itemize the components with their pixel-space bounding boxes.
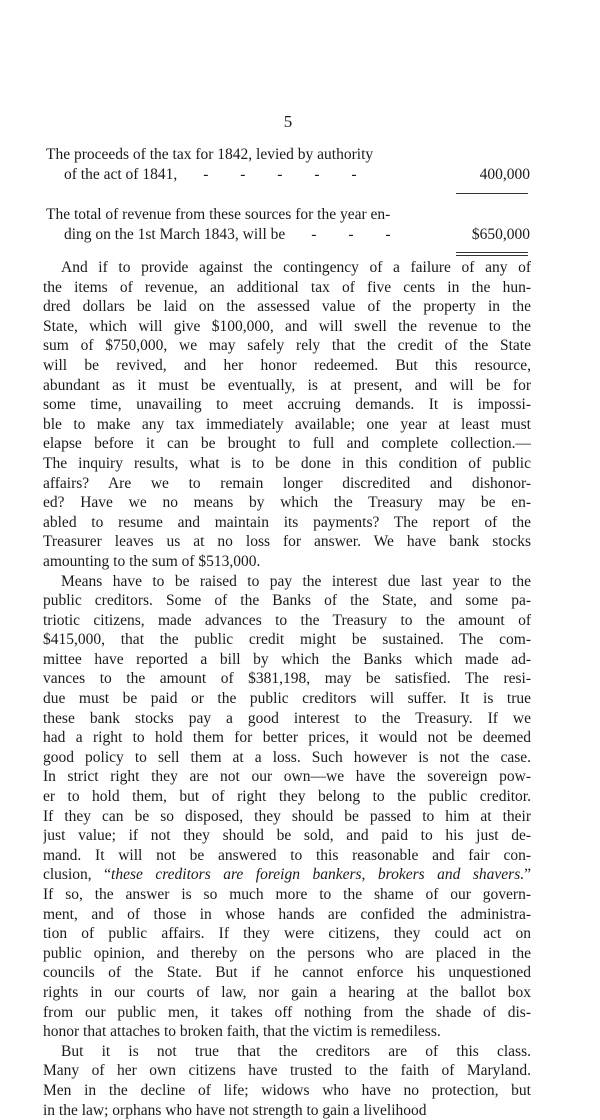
ledger-amount: 400,000 xyxy=(479,166,530,183)
ledger-leader-dashes: - - - - - xyxy=(203,166,357,183)
text-line: sum of $750,000, we may safely rely that the credit of the State xyxy=(43,337,531,355)
text-line: just value; if not they should be sold, and paid to his just de- xyxy=(43,827,531,845)
text-line: public creditors. Some of the Banks of the State, and some pa- xyxy=(43,592,531,610)
text-line: in the law; orphans who have not strength to gain a livelihood xyxy=(43,1101,427,1119)
paragraph xyxy=(43,258,531,572)
ledger-leader-dashes: - - - xyxy=(311,226,391,243)
text-line: ment, and of those in whose hands are confided the administra- xyxy=(43,905,531,923)
text-line: affairs? Are we to remain longer discredited and dishonor- xyxy=(43,474,531,492)
ledger-description: The total of revenue from these sources for the year en- xyxy=(46,206,391,223)
italic-quote: these creditors are foreign bankers, brokers and shavers. xyxy=(111,866,525,884)
sum-rule xyxy=(456,193,528,194)
text-line: mittee have reported a bill by which the Banks which made ad- xyxy=(43,650,531,668)
text-line: due must be paid or the public creditors will suffer. It is true xyxy=(43,690,531,708)
text-line: But it is not true that the creditors are of this class. xyxy=(61,1042,531,1060)
text-line: some time, unavailing to meet accruing demands. It is impossi- xyxy=(43,396,531,414)
text-line: tion of public affairs. If they were citizens, they could act on xyxy=(43,925,531,943)
text-line: abled to resume and maintain its payments? The report of the xyxy=(43,513,531,531)
text-line: rights in our courts of law, nor gain a hearing at the ballot box xyxy=(43,983,531,1001)
ledger-line-2 xyxy=(46,165,530,185)
text-line: councils of the State. But if he cannot enforce his unquestioned xyxy=(43,964,531,982)
text-line: $415,000, that the public credit might be sustained. The com- xyxy=(43,631,531,649)
ledger-line-2 xyxy=(46,225,530,245)
text-line: Men in the decline of life; widows who have no protection, but xyxy=(43,1081,531,1099)
text-line: will be revived, and her honor redeemed. But this resource, xyxy=(43,356,531,374)
text-line: If they can be so disposed, they should be passed to him at their xyxy=(43,807,531,825)
text-line: ble to make any tax immediately available; one year at least must xyxy=(43,415,531,433)
text-line: mand. It will not be answered to this reasonable and fair con- xyxy=(43,846,531,864)
text-line: In strict right they are not our own—we have the sovereign pow- xyxy=(43,768,531,786)
total-double-rule-bottom xyxy=(456,255,528,256)
text-line: had a right to hold them for better prices, it would not be deemed xyxy=(43,729,531,747)
text-line: amounting to the sum of $513,000. xyxy=(43,552,261,570)
paragraph xyxy=(43,1042,531,1120)
text-line: Treasurer leaves us at no loss for answer. We have bank stocks xyxy=(43,533,531,551)
text-line: abundant as it must be eventually, is at present, and will be for xyxy=(43,376,531,394)
text-line: from our public men, it takes off nothing from the shade of dis- xyxy=(43,1003,531,1021)
text-line: State, which will give $100,000, and will swell the revenue to the xyxy=(43,317,531,335)
text-line: the items of revenue, an additional tax of five cents in the hun- xyxy=(43,278,531,296)
text-line: elapse before it can be brought to full and complete collection.— xyxy=(43,435,531,453)
text-line: If so, the answer is so much more to the shame of our govern- xyxy=(43,886,531,903)
text-line: Many of her own citizens have trusted to the faith of Maryland. xyxy=(43,1062,531,1080)
ledger-amount: $650,000 xyxy=(471,226,530,243)
text-line: ed? Have we no means by which the Treasury may be en- xyxy=(43,494,531,512)
text-line: clusion, “these creditors are foreign bankers, brokers and shavers.” xyxy=(43,866,531,884)
text-line: good policy to sell them at a loss. Such however is not the case. xyxy=(43,748,531,766)
ledger-entry-tax-proceeds xyxy=(46,145,530,185)
text-line: dred dollars be laid on the assessed value of the property in the xyxy=(43,298,531,316)
text-line: And if to provide against the contingency of a failure of any of xyxy=(61,259,531,276)
ledger-description-continued: of the act of 1841, xyxy=(64,166,178,183)
ledger-entry-total-revenue xyxy=(46,205,530,245)
text-line: public opinion, and thereby on the persons who are placed in the xyxy=(43,944,531,962)
ledger-description: The proceeds of the tax for 1842, levied by authority xyxy=(46,146,374,163)
text-line: Means have to be raised to pay the interest due last year to the xyxy=(61,572,531,590)
body-text xyxy=(43,258,531,1120)
total-double-rule-top xyxy=(456,252,528,253)
page-number: 5 xyxy=(283,112,293,131)
text-line: honor that attaches to broken faith, that the victim is remediless. xyxy=(43,1023,441,1041)
text-line: these bank stocks pay a good interest to the Treasury. If we xyxy=(43,709,531,727)
paragraph xyxy=(43,572,531,1042)
text-line: vances to the amount of $381,198, may be satisfied. The resi- xyxy=(43,670,531,688)
ledger-description-continued: ding on the 1st March 1843, will be xyxy=(64,226,286,243)
text-line: The inquiry results, what is to be done in this condition of public xyxy=(43,454,531,472)
text-line: er to hold them, but of right they belong to the public creditor. xyxy=(43,788,531,806)
text-line: triotic citizens, made advances to the Treasury to the amount of xyxy=(43,611,531,629)
